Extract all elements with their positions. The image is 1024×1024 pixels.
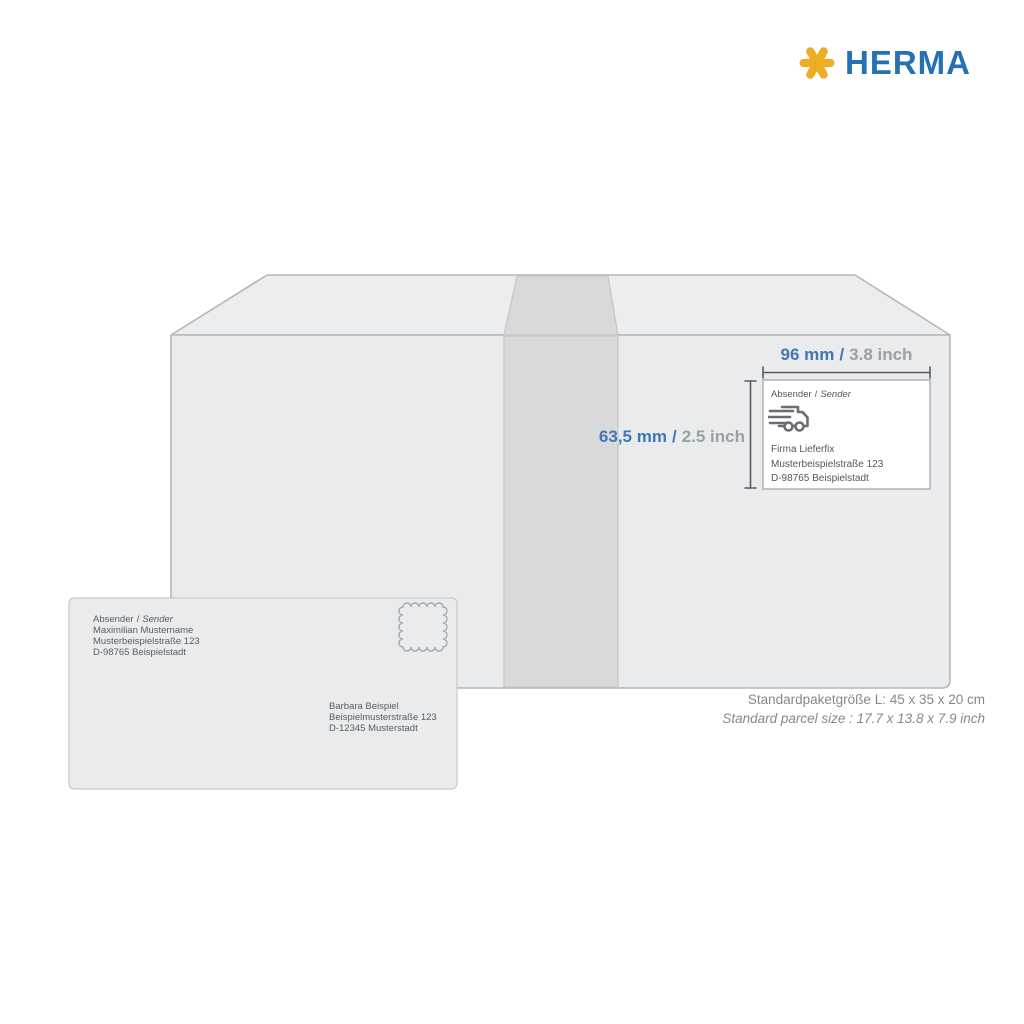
- envelope-recipient-line: Barbara Beispiel: [329, 701, 399, 712]
- parcel-size-caption: [722, 690, 985, 728]
- herma-asterisk-icon: [799, 47, 835, 79]
- height-imperial: 2.5 inch: [681, 427, 745, 446]
- label-address-line: Musterbeispielstraße 123: [771, 458, 884, 470]
- envelope-sender-block: [93, 614, 200, 658]
- parcel-tape-front: [504, 336, 618, 687]
- envelope-sender-line: Maximilian Mustername: [93, 625, 194, 636]
- parcel-tape-top: [504, 276, 618, 335]
- envelope-recipient-line: Beispielmusterstraße 123: [329, 712, 437, 723]
- herma-wordmark: HERMA: [845, 44, 971, 81]
- label-sender-sep: /: [814, 389, 818, 400]
- label-sender-de: Absender: [771, 389, 812, 400]
- envelope-recipient-block: [329, 701, 437, 734]
- width-imperial: 3.8 inch: [849, 345, 913, 364]
- height-metric: 63,5 mm: [598, 427, 667, 446]
- width-metric: 96 mm: [780, 345, 835, 364]
- envelope-recipient-line: D-12345 Musterstadt: [329, 723, 418, 734]
- label-sender-heading: [771, 389, 851, 400]
- envelope-sender-sep: /: [136, 614, 140, 625]
- delivery-truck-icon: [768, 405, 818, 437]
- envelope-sender-line: D-98765 Beispielstadt: [93, 647, 186, 658]
- envelope-sender-en: Sender: [142, 614, 173, 625]
- width-separator: /: [839, 345, 845, 364]
- parcel-size-caption-en: Standard parcel size : 17.7 x 13.8 x 7.9 inch: [722, 711, 985, 726]
- height-dimension-label: [560, 427, 745, 447]
- envelope-sender-line: Musterbeispielstraße 123: [93, 636, 200, 647]
- width-dimension-label: [763, 345, 930, 365]
- height-separator: /: [671, 427, 677, 446]
- label-address-line: Firma Lieferfix: [771, 444, 835, 455]
- envelope-sender-de: Absender: [93, 614, 134, 625]
- label-address: [771, 443, 883, 487]
- label-address-line: D-98765 Beispielstadt: [771, 473, 869, 485]
- envelope-sender-heading: [93, 614, 200, 625]
- parcel-size-caption-de: Standardpaketgröße L: 45 x 35 x 20 cm: [747, 692, 985, 707]
- label-sender-en: Sender: [820, 389, 851, 400]
